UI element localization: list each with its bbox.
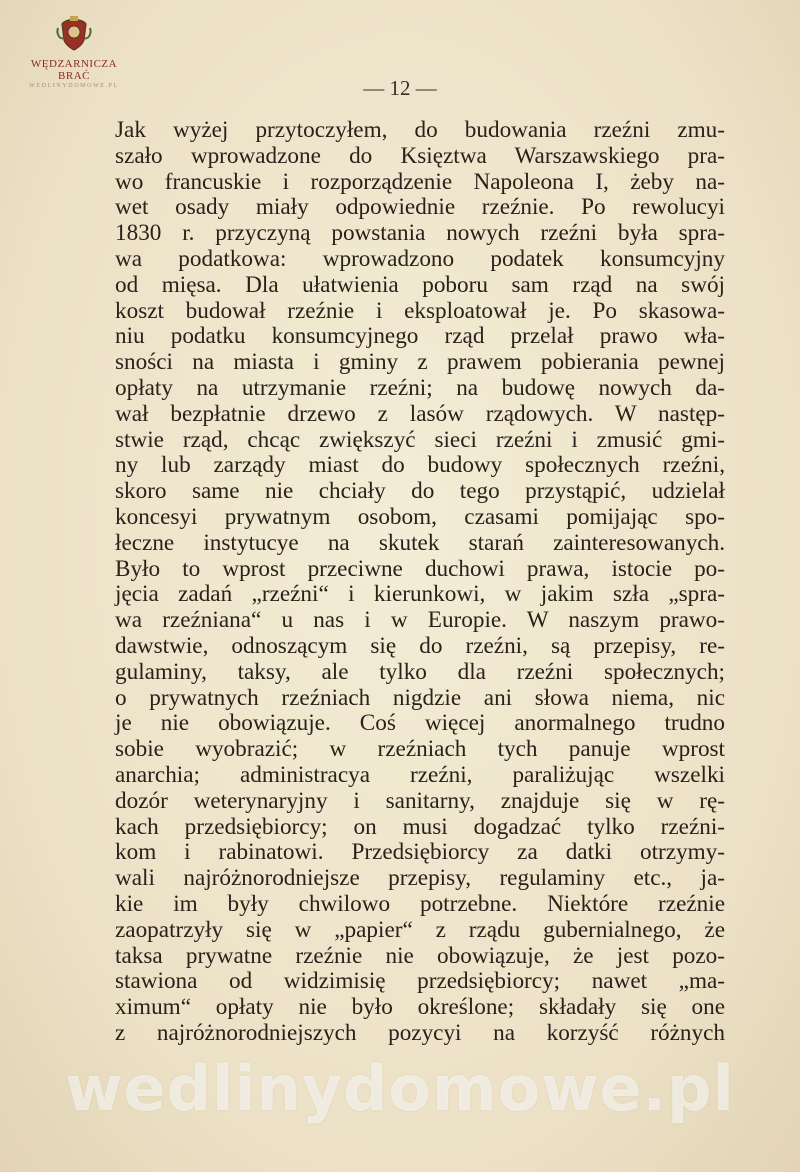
text-line: stwie rząd, chcąc zwiększyć sieci rzeźni i zmusić gmi- [115, 426, 725, 453]
text-line: kie im były chwilowo potrzebne. Niektóre rzeźnie [115, 890, 725, 917]
text-line: sności na miasta i gminy z prawem pobierania pewnej [115, 349, 725, 376]
text-line: szało wprowadzone do Księztwa Warszawskiego pra- [115, 142, 725, 169]
body-text [115, 118, 725, 1047]
text-line: skoro same nie chciały do tego przystąpić, udzielał [115, 478, 725, 505]
text-line: o prywatnych rzeźniach nigdzie ani słowa niema, nic [115, 684, 725, 711]
text-line: Jak wyżej przytoczyłem, do budowania rzeźni zmu- [115, 117, 725, 143]
text-line: koszt budował rzeźnie i eksploatował je. Po skasowa- [115, 297, 725, 324]
text-line: anarchia; administracya rzeźni, paraliżując wszelki [115, 761, 725, 788]
watermark: wedlinydomowe.pl [65, 1052, 735, 1125]
text-line: ximum“ opłaty nie było określone; składały się one [115, 994, 725, 1021]
text-line: dozór weterynaryjny i sanitarny, znajduje się w rę- [115, 787, 725, 814]
text-line: wo francuskie i rozporządzenie Napoleona I, żeby na- [115, 168, 725, 195]
text-line: kom i rabinatowi. Przedsiębiorcy za datki otrzymy- [115, 839, 725, 866]
text-line: koncesyi prywatnym osobom, czasami pomijając spo- [115, 503, 725, 530]
text-line: zaopatrzyły się w „papier“ z rządu gubernialnego, że [115, 916, 725, 943]
page-number: — 12 — [363, 76, 437, 100]
text-line: sobie wyobrazić; w rzeźniach tych panuje wprost [115, 736, 725, 763]
text-line: łeczne instytucye na skutek starań zainteresowanych. [115, 529, 725, 556]
text-line: jęcia zadań „rzeźni“ i kierunkowi, w jakim szła „spra- [115, 581, 725, 608]
text-line: je nie obowiązuje. Coś więcej anormalnego trudno [115, 710, 725, 737]
text-line: Było to wprost przeciwne duchowi prawa, istocie po- [115, 555, 725, 582]
text-line: ny lub zarządy miast do budowy społecznych rzeźni, [115, 452, 725, 479]
coat-of-arms-icon [54, 14, 94, 54]
text-line: wet osady miały odpowiednie rzeźnie. Po rewolucyi [115, 194, 725, 221]
text-line: opłaty na utrzymanie rzeźni; na budowę nowych da- [115, 374, 725, 401]
text-line: wali najróżnorodniejsze przepisy, regulaminy etc., ja- [115, 865, 725, 892]
text-line: stawiona od widzimisię przedsiębiorcy; nawet „ma- [115, 968, 725, 995]
logo-url: WEDLINYDOMOWE.PL [29, 83, 119, 89]
text-line: gulaminy, taksy, ale tylko dla rzeźni społecznych; [115, 658, 725, 685]
text-line: wa podatkowa: wprowadzono podatek konsumcyjny [115, 245, 725, 272]
text-line: dawstwie, odnoszącym się do rzeźni, są przepisy, re- [115, 632, 725, 659]
text-line: wa rzeźniana“ u nas i w Europie. W naszym prawo- [115, 607, 725, 634]
text-line: od mięsa. Dla ułatwienia poboru sam rząd na swój [115, 271, 725, 298]
logo-name: WĘDZARNICZA BRAĆ [30, 58, 118, 82]
text-line: niu podatku konsumcyjnego rząd przelał prawo wła- [115, 323, 725, 350]
text-line: kach przedsiębiorcy; on musi dogadzać tylko rzeźni- [115, 813, 725, 840]
text-line: z najróżnorodniejszych pozycyi na korzyść różnych [115, 1019, 725, 1046]
text-line: 1830 r. przyczyną powstania nowych rzeźni była spra- [115, 220, 725, 247]
text-line: taksa prywatne rzeźnie nie obowiązuje, że jest pozo- [115, 942, 725, 969]
text-line: wał bezpłatnie drzewo z lasów rządowych. W następ- [115, 400, 725, 427]
